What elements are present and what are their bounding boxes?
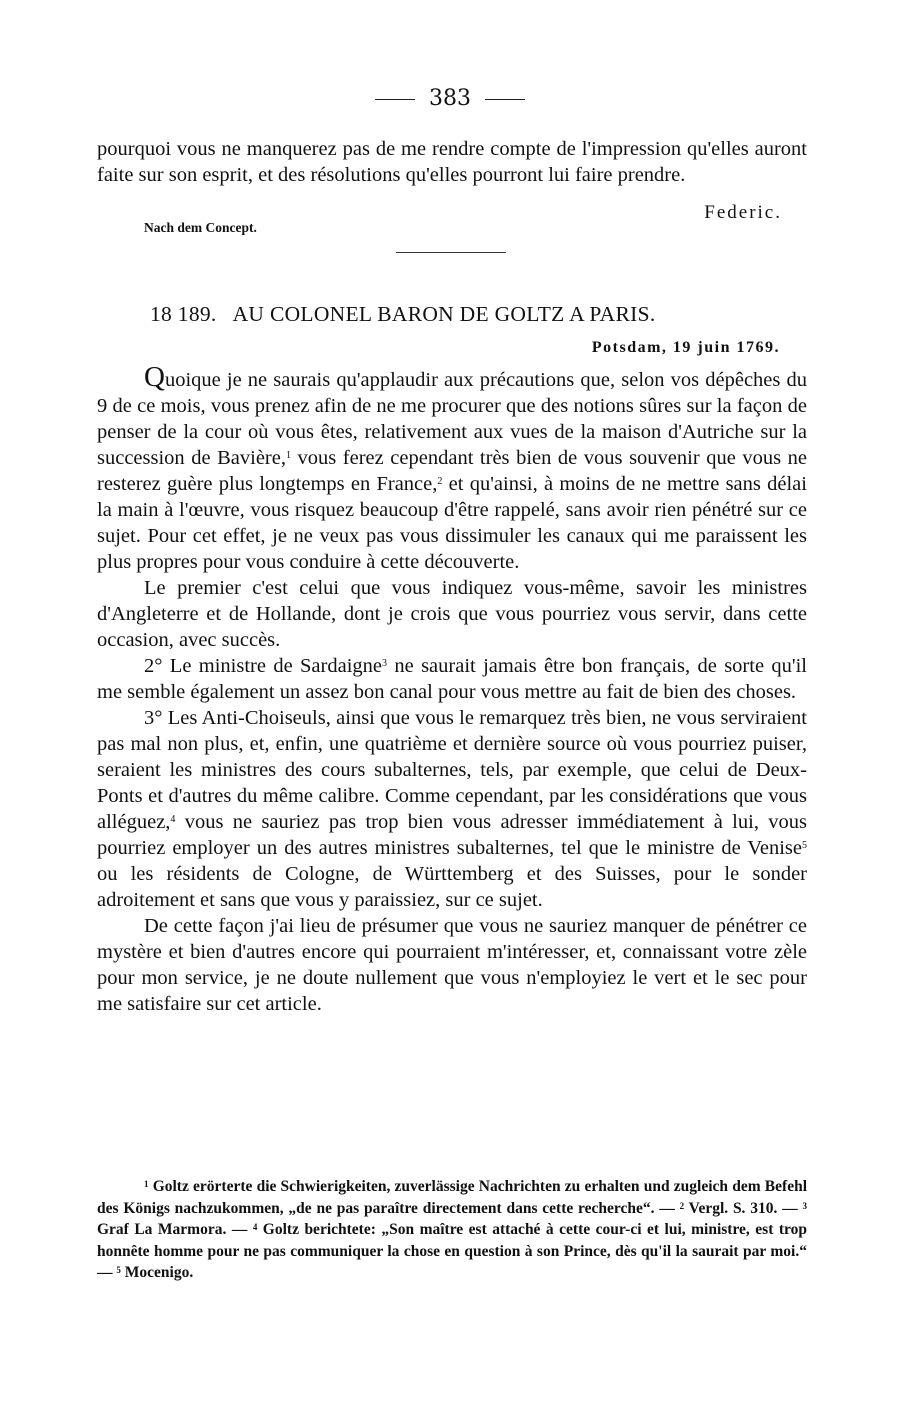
- footnote-text: Mocenigo.: [120, 1264, 194, 1281]
- footnote-ref: 2: [437, 476, 443, 487]
- paragraph-text: vous ferez cependant très bien de vous souvenir que vous ne resterez guère plus longtemps en France,: [97, 447, 807, 495]
- paragraph-1: [97, 361, 807, 575]
- footnote-block: [97, 1176, 807, 1284]
- footnote-mark: 1: [144, 1179, 149, 1189]
- paragraph-text: ne saurait jamais être bon français, de sorte qu'il me semble également un assez bon canal pour vous mettre au fait de bien des choses.: [97, 655, 807, 703]
- paragraph-text: uoique je ne saurais qu'applaudir aux précautions que, selon vos dépêches du 9 de ce mois, vous prenez afin de ne me procurer que des notions sûres sur la façon de penser de la cour où vous êtes, relativement aux vues de la maison d'Autriche sur la succession de Bavière,: [97, 369, 807, 469]
- paragraph-text: et qu'ainsi, à moins de ne mettre sans délai la main à l'œuvre, vous risquez beaucoup d'être rappelé, sans avoir rien pénétré sur ce sujet. Pour cet effet, je ne veux pas vous dissimuler les canaux qui me paraissent les plus propres pour vous conduire à cette découverte.: [97, 473, 807, 573]
- page-number-dash-left: [375, 99, 415, 100]
- signature: Federic.: [704, 202, 782, 223]
- footnote-ref: 5: [802, 840, 807, 851]
- footnote-text: Vergl. S. 310. —: [684, 1199, 803, 1217]
- footnote-text: Goltz erörterte die Schwierigkeiten, zuverlässige Nachrichten zu erhalten und zugleich dem Befehl des Königs nachzukommen, „de ne pas paraître directement dans cette recherche“. —: [97, 1178, 807, 1217]
- footnote-text: Graf La Marmora. —: [97, 1221, 253, 1238]
- paragraph-4: [97, 705, 807, 913]
- footnote-ref: 1: [285, 450, 291, 461]
- page-number: [0, 86, 900, 111]
- dateline: Potsdam, 19 juin 1769.: [591, 339, 780, 356]
- paragraph-3: [97, 653, 807, 705]
- paragraph-text: vous ne sauriez pas trop bien vous adresser immédiatement à lui, vous pourriez employer un des autres ministres subalternes, tel que le ministre de Venise: [97, 811, 807, 859]
- page-number-value: 383: [429, 86, 471, 111]
- paragraph-text: 2° Le ministre de Sardaigne: [144, 655, 383, 677]
- letter-title: AU COLONEL BARON DE GOLTZ A PARIS.: [232, 302, 656, 326]
- source-note: Nach dem Concept.: [144, 220, 257, 235]
- footnotes: [97, 1176, 807, 1284]
- footnote-mark: 3: [802, 1200, 807, 1211]
- page-number-dash-right: [485, 99, 525, 100]
- paragraph-text: 3° Les Anti-Choiseuls, ainsi que vous le remarquez très bien, ne vous serviraient pas mal non plus, et, enfin, une quatrième et dernière source où vous pourriez puiser, seraient les ministres des cours subalternes, tels, par exemple, que celui de Deux-Ponts et d'autres du même calibre. Comme cependant, par les considérations que vous alléguez,: [97, 707, 807, 833]
- footnote-ref: 4: [170, 814, 176, 825]
- letter-heading: [150, 302, 770, 327]
- footnote-text: Goltz berichtete: „Son maître est attaché à cette cour-ci et lui, ministre, est trop honnête homme pour ne pas communiquer la chose en question à son Prince, dès qu'il la saurait par moi.“ —: [97, 1221, 807, 1281]
- footnote-ref: 3: [382, 658, 388, 669]
- previous-letter-closing: pourquoi vous ne manquerez pas de me rendre compte de l'impression qu'elles auront faite sur son esprit, et des résolutions qu'elles pourront lui faire prendre.: [97, 138, 807, 186]
- paragraph-5: [97, 913, 807, 1017]
- footnote-mark: 2: [679, 1200, 685, 1211]
- letter-separator: [396, 252, 506, 253]
- paragraph-text: De cette façon j'ai lieu de présumer que vous ne sauriez manquer de pénétrer ce mystère et bien d'autres encore qui pourraient m'intéresser, et, connaissant votre zèle pour mon service, je ne doute nullement que vous n'employiez le vert et le sec pour me satisfaire sur cet article.: [97, 915, 807, 1015]
- drop-cap: Q: [144, 361, 165, 393]
- paragraph-text: ou les résidents de Cologne, de Württemberg et des Suisses, pour le sonder adroitement et sans que vous y paraissiez, sur ce sujet.: [97, 863, 807, 911]
- footnote-mark: 5: [116, 1265, 121, 1275]
- paragraph-2: [97, 575, 807, 653]
- footnote-mark: 4: [252, 1222, 258, 1232]
- paragraph-text: Le premier c'est celui que vous indiquez vous-même, savoir les ministres d'Angleterre et de Hollande, dont je crois que vous pourriez vous servir, dans cette occasion, avec succès.: [97, 577, 807, 651]
- letter-number: 18 189.: [150, 302, 217, 326]
- letter-body: [97, 361, 807, 1017]
